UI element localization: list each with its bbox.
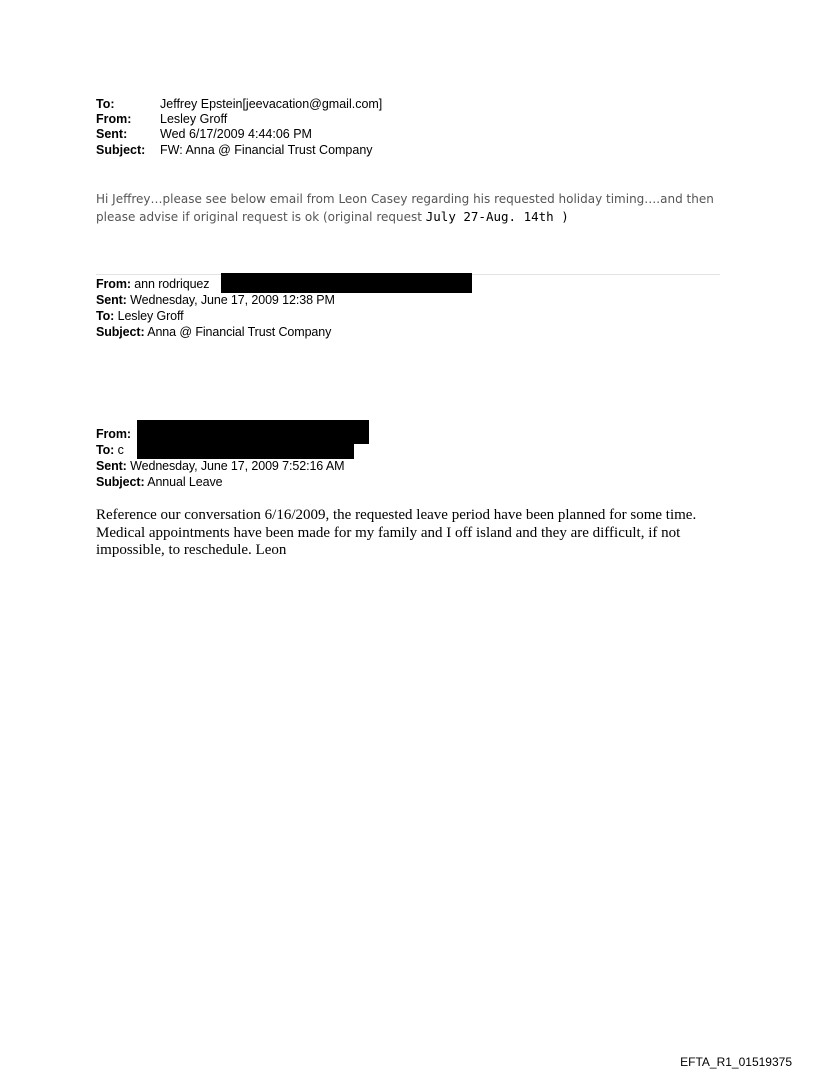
forward1-from-value: ann rodriquez — [134, 277, 210, 291]
intro-dates: July 27-Aug. 14th ) — [425, 209, 569, 224]
header-sent-label: Sent: — [96, 127, 128, 141]
header-subject-label: Subject: — [96, 143, 146, 157]
forward1-from-label: From: — [96, 277, 131, 291]
forward1-to-value: Lesley Groff — [117, 309, 184, 323]
forward1-subject-value: Anna @ Financial Trust Company — [147, 325, 332, 339]
header-from-value: Lesley Groff — [160, 112, 228, 126]
header-from-label: From: — [96, 112, 132, 126]
header-to-row — [96, 97, 382, 111]
forward2-sent-label: Sent: — [96, 459, 127, 473]
document-id: EFTA_R1_01519375 — [680, 1055, 792, 1069]
forward1-from-row — [96, 277, 209, 292]
forward1-sent-value: Wednesday, June 17, 2009 12:38 PM — [130, 293, 335, 307]
intro-text: Hi Jeffrey…please see below email from Leon Casey regarding his requested holiday timing….and then please advise if original request is ok (original request — [96, 192, 714, 224]
forward2-sent-row — [96, 459, 344, 474]
forward1-sent-row — [96, 293, 335, 308]
header-sent-value: Wed 6/17/2009 4:44:06 PM — [160, 127, 312, 141]
intro-message — [96, 190, 736, 226]
forward2-to-label: To: — [96, 443, 115, 457]
forward2-subject-value: Annual Leave — [147, 475, 223, 489]
forward2-subject-row — [96, 475, 222, 490]
forward2-sent-value: Wednesday, June 17, 2009 7:52:16 AM — [130, 459, 345, 473]
redaction-block — [221, 273, 472, 293]
forward2-subject-label: Subject: — [96, 475, 145, 489]
forward2-from-row — [96, 427, 131, 442]
header-to-value: Jeffrey Epstein[jeevacation@gmail.com] — [160, 97, 383, 111]
header-subject-row — [96, 143, 373, 157]
forward1-subject-row — [96, 325, 331, 340]
header-subject-value: FW: Anna @ Financial Trust Company — [160, 143, 373, 157]
forward2-to-value: c — [117, 443, 124, 457]
forward1-to-row — [96, 309, 184, 324]
forward1-to-label: To: — [96, 309, 115, 323]
header-from-row — [96, 112, 227, 126]
message-body: Reference our conversation 6/16/2009, the requested leave period have been planned for some time. Medical appointments have been made for my family and I off island and they are difficult, if not impossible, to reschedule. Leon — [96, 507, 697, 558]
redaction-block — [137, 420, 369, 444]
forward2-from-label: From: — [96, 427, 131, 441]
header-sent-row — [96, 127, 312, 141]
forward2-to-row — [96, 443, 124, 458]
header-to-label: To: — [96, 97, 115, 111]
redaction-block — [137, 444, 354, 459]
forward1-subject-label: Subject: — [96, 325, 145, 339]
forward1-sent-label: Sent: — [96, 293, 127, 307]
